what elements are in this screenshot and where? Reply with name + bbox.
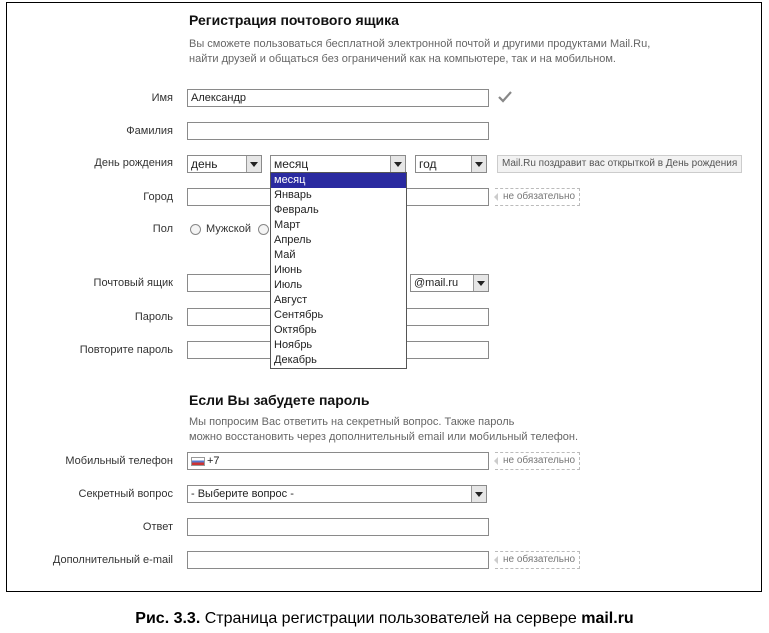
- first-name-input[interactable]: Александр: [187, 89, 489, 107]
- day-select-value: день: [191, 157, 218, 171]
- password-label: Пароль: [134, 311, 173, 323]
- month-option[interactable]: Май: [274, 249, 296, 261]
- recovery-description-1: Мы попросим Вас ответить на секретный вопрос. Также пароль: [189, 416, 515, 428]
- first-name-label: Имя: [151, 92, 173, 104]
- answer-label: Ответ: [142, 521, 173, 533]
- city-label: Город: [143, 191, 173, 203]
- month-option[interactable]: Март: [274, 219, 301, 231]
- form-description-1: Вы сможете пользоваться бесплатной электронной почтой и другими продуктами Mail.Ru,: [189, 38, 651, 50]
- phone-label: Мобильный телефон: [65, 455, 173, 467]
- chevron-down-icon: [473, 275, 488, 291]
- year-select-value: год: [419, 157, 437, 171]
- month-option[interactable]: Декабрь: [274, 354, 317, 366]
- recovery-title: Если Вы забудете пароль: [189, 392, 370, 408]
- chevron-down-icon: [246, 156, 261, 172]
- phone-optional-hint: не обязательно: [495, 452, 580, 470]
- month-option[interactable]: Август: [274, 294, 308, 306]
- month-dropdown[interactable]: [270, 172, 407, 369]
- question-label: Секретный вопрос: [78, 488, 173, 500]
- phone-input[interactable]: [187, 452, 489, 470]
- month-option[interactable]: Сентябрь: [274, 309, 324, 321]
- domain-select[interactable]: [410, 274, 489, 292]
- question-select[interactable]: [187, 485, 487, 503]
- mailbox-label: Почтовый ящик: [93, 277, 173, 289]
- month-select-value: месяц: [274, 157, 309, 171]
- month-option[interactable]: Июнь: [274, 264, 302, 276]
- extra-email-label: Дополнительный e-mail: [52, 554, 173, 566]
- flag-icon: [191, 457, 205, 466]
- last-name-label: Фамилия: [126, 125, 173, 137]
- month-option[interactable]: Июль: [274, 279, 303, 291]
- month-option[interactable]: Январь: [274, 189, 312, 201]
- extra-email-optional-hint: не обязательно: [495, 551, 580, 569]
- birthday-label: День рождения: [94, 157, 173, 169]
- month-option[interactable]: Октябрь: [274, 324, 317, 336]
- day-select[interactable]: [187, 155, 262, 173]
- month-option[interactable]: Февраль: [274, 204, 319, 216]
- answer-input[interactable]: [187, 518, 489, 536]
- month-select[interactable]: [270, 155, 406, 173]
- recovery-description-2: можно восстановить через дополнительный email или мобильный телефон.: [189, 431, 579, 443]
- caption-site: mail.ru: [581, 610, 634, 627]
- extra-email-input[interactable]: [187, 551, 489, 569]
- chevron-down-icon: [390, 156, 405, 172]
- chevron-down-icon: [471, 156, 486, 172]
- chevron-down-icon: [471, 486, 486, 502]
- form-description-2: найти друзей и общаться без ограничений как на компьютере, так и на мобильном.: [189, 53, 616, 65]
- phone-value: +7: [207, 455, 220, 467]
- month-option[interactable]: Ноябрь: [274, 339, 313, 351]
- month-option[interactable]: месяц: [271, 173, 406, 188]
- caption-prefix: Рис. 3.3.: [135, 610, 201, 627]
- birthday-tip: Mail.Ru поздравит вас открыткой в День рождения: [497, 155, 742, 173]
- month-option[interactable]: Апрель: [274, 234, 312, 246]
- gender-female-radio[interactable]: [258, 224, 269, 235]
- gender-label: Пол: [152, 223, 173, 235]
- gender-male-label: Мужской: [206, 223, 251, 235]
- gender-male-radio[interactable]: [190, 224, 201, 235]
- last-name-input[interactable]: [187, 122, 489, 140]
- checkmark-icon: [497, 90, 513, 104]
- figure-caption: [0, 610, 769, 628]
- year-select[interactable]: [415, 155, 487, 173]
- domain-select-value: @mail.ru: [414, 277, 459, 289]
- question-select-value: - Выберите вопрос -: [191, 488, 294, 500]
- form-title: Регистрация почтового ящика: [189, 12, 399, 28]
- city-optional-hint: не обязательно: [495, 188, 580, 206]
- caption-text: Страница регистрации пользователей на сервере: [204, 610, 582, 627]
- password-repeat-label: Повторите пароль: [79, 344, 173, 356]
